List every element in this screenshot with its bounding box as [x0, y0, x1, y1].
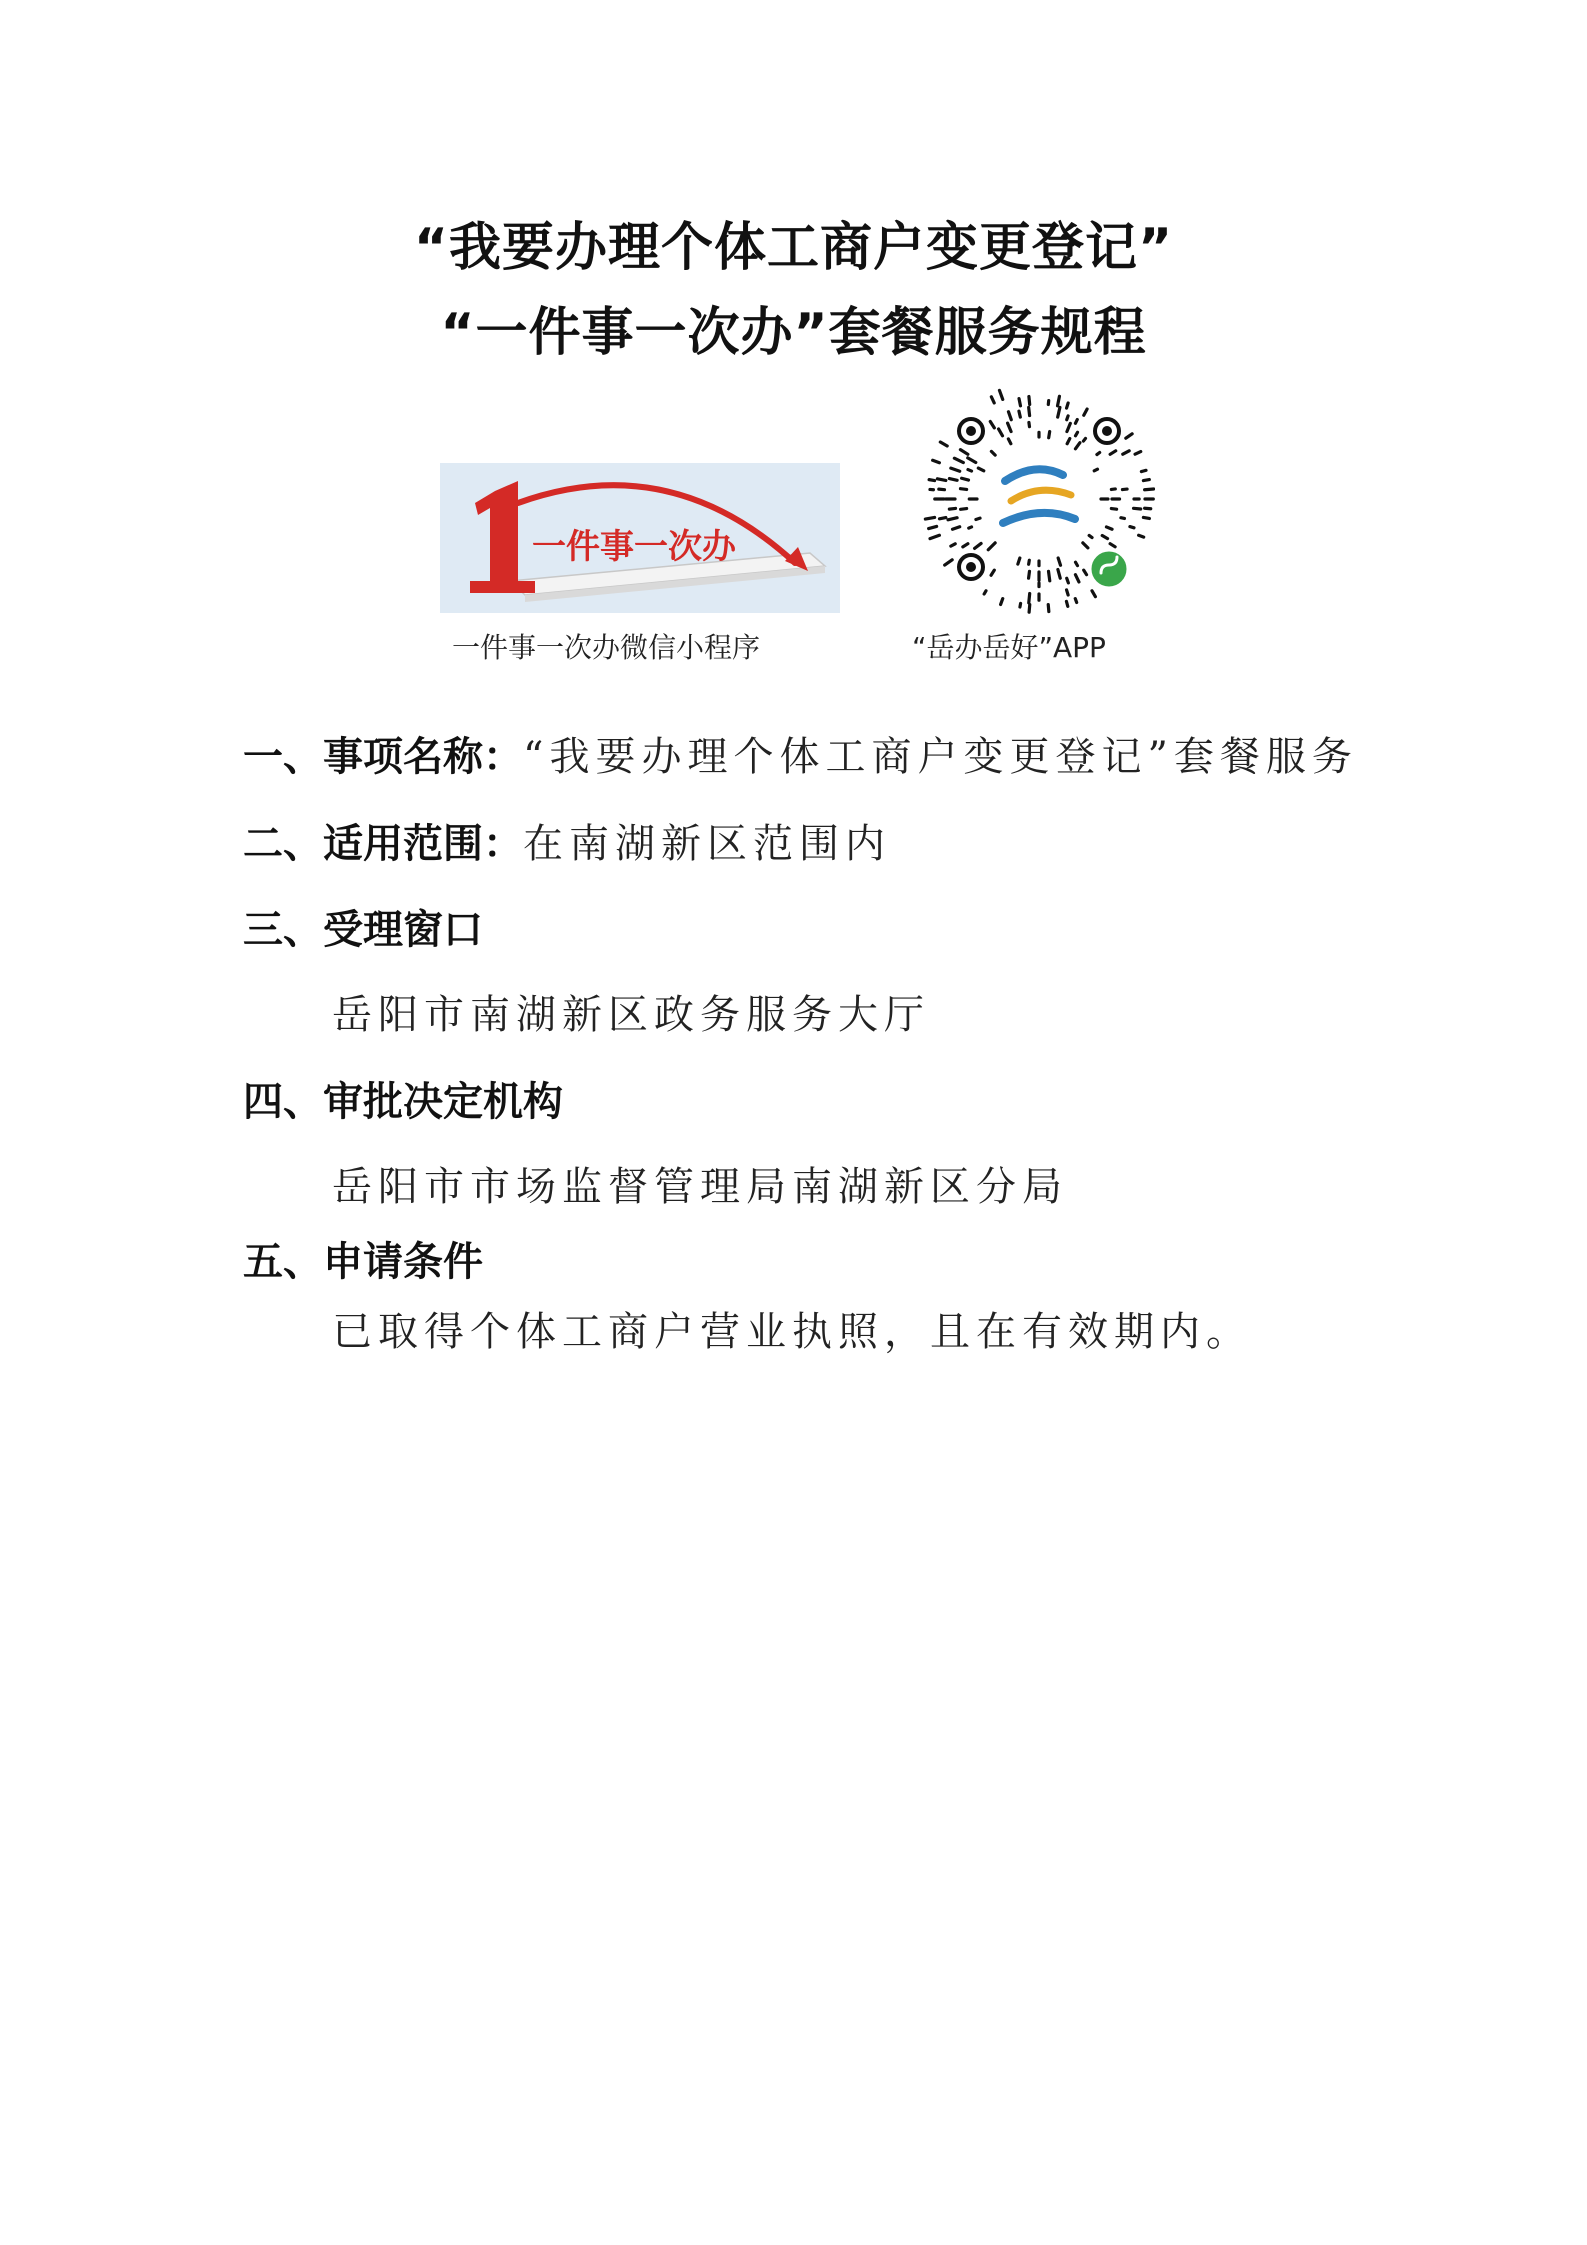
- logo-caption: 一件事一次办微信小程序: [452, 631, 761, 664]
- page-title-line-1: “我要办理个体工商户变更登记”: [413, 218, 1174, 278]
- section-scope: [243, 812, 891, 869]
- section-authority-body: 岳阳市市场监督管理局南湖新区分局: [332, 1164, 1068, 1210]
- section-window-body: 岳阳市南湖新区政务服务大厅: [332, 992, 930, 1038]
- qr-code-image: [923, 383, 1155, 615]
- qr-caption: “岳办岳好”APP: [912, 631, 1106, 664]
- section-value: 在南湖新区范围内: [523, 821, 891, 867]
- logo-text: 一件事一次办: [532, 527, 736, 567]
- section-conditions-body: 已取得个体工商户营业执照，且在有效期内。: [332, 1309, 1252, 1355]
- section-label: 一、事项名称：: [243, 734, 523, 780]
- section-conditions-heading: 五、申请条件: [243, 1239, 483, 1285]
- one-thing-logo: [440, 463, 840, 613]
- section-authority-heading: 四、审批决定机构: [243, 1079, 563, 1125]
- section-window-heading: 三、受理窗口: [243, 907, 483, 953]
- section-item-name: [243, 725, 1358, 782]
- section-value: “我要办理个体工商户变更登记”套餐服务: [523, 734, 1358, 780]
- page-title-line-2: “一件事一次办”套餐服务规程: [440, 303, 1147, 363]
- section-label: 二、适用范围：: [243, 821, 523, 867]
